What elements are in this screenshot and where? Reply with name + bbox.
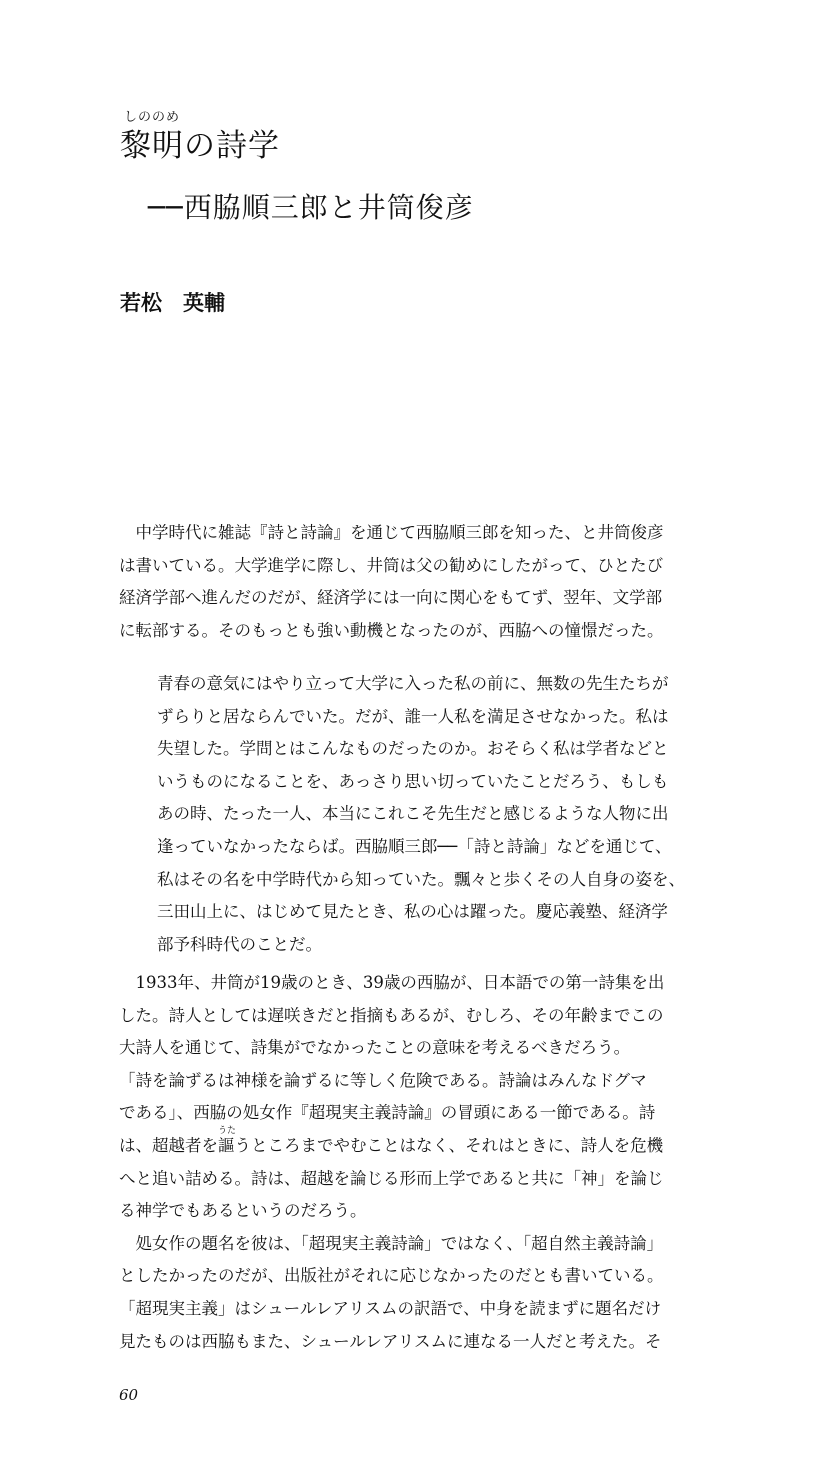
quote-line: ずらりと居ならんでいた。だが、誰一人私を満足させなかった。私は (157, 706, 669, 726)
quote-line: あの時、たった一人、本当にこれこそ先生だと感じるような人物に出 (157, 804, 669, 824)
text-line: 「超現実主義」はシュールレアリスムの訳語で、中身を読まずに題名だけ (119, 1298, 662, 1318)
text-line: である」、西脇の処女作『超現実主義詩論』の冒頭にある一節である。詩 (119, 1103, 656, 1123)
quote-line: 失望した。学問とはこんなものだったのか。おそらく私は学者などと (157, 739, 669, 759)
text-line: 大詩人を通じて、詩集がでなかったことの意味を考えるべきだろう。 (119, 1038, 631, 1058)
title-ruby: しののめ (124, 110, 181, 125)
text-line: としたかったのだが、出版社がそれに応じなかったのだとも書いている。 (119, 1266, 664, 1286)
text-line: 「詩を論ずるは神様を論ずるに等しく危険である。詩論はみんなドグマ (119, 1070, 647, 1090)
ruby-annotation: うた (218, 1125, 237, 1136)
ruby-base-text: 謳 (218, 1135, 235, 1155)
text-line: は書いている。大学進学に際し、井筒は父の勧めにしたがって、ひとたび (119, 555, 664, 575)
ruby-line-after: うところまでやむことはなく、それはときに、詩人を危機 (234, 1135, 664, 1155)
text-line: 1933年、井筒が19歳のとき、39歳の西脇が、日本語での第一詩集を出 (119, 973, 665, 992)
quote-line: 逢っていなかったならば。西脇順三郎──「詩と詩論」などを通じて、 (157, 836, 672, 856)
ruby-base (218, 1125, 237, 1155)
text-line: 処女作の題名を彼は、「超現実主義詩論」ではなく、「超自然主義詩論」 (119, 1233, 664, 1253)
text-line-with-ruby (119, 1125, 709, 1163)
quote-line: 部予科時代のことだ。 (157, 934, 322, 954)
text-line: へと追い詰める。詩は、超越を論じる形而上学であると共に「神」を論じ (119, 1168, 664, 1188)
text-line: 見たものは西脇もまた、シュールレアリスムに連なる一人だと考えた。そ (119, 1331, 662, 1351)
page-number: 60 (119, 1386, 139, 1404)
body-paragraph (119, 967, 709, 1358)
quote-line: 青春の意気にはやり立って大学に入った私の前に、無数の先生たちが (157, 674, 669, 693)
text-line: 中学時代に雑誌『詩と詩論』を通じて西脇順三郎を知った、と井筒俊彦 (119, 523, 664, 542)
title-block (120, 110, 720, 166)
text-line: した。詩人としては遅咲きだと指摘もあるが、むしろ、その年齢までこの (119, 1005, 664, 1025)
quote-line: 私はその名を中学時代から知っていた。飄々と歩くその人自身の姿を、 (157, 869, 685, 889)
page-subtitle: ──西脇順三郎と井筒俊彦 (148, 191, 474, 224)
intro-paragraph (119, 517, 709, 647)
quote-line: いうものになることを、あっさり思い切っていたことだろう、もしも (157, 771, 669, 791)
block-quote (157, 668, 709, 961)
author-name: 若松 英輔 (120, 290, 225, 315)
text-line: に転部する。そのもっとも強い動機となったのが、西脇への憧憬だった。 (119, 620, 664, 640)
text-line: る神学でもあるというのだろう。 (119, 1201, 367, 1221)
page-title: 黎明の詩学 (120, 128, 280, 164)
quote-line: 三田山上に、はじめて見たとき、私の心は躍った。慶応義塾、経済学 (157, 902, 668, 922)
text-line: 経済学部へ進んだのだが、経済学には一向に関心をもてず、翌年、文学部 (119, 588, 663, 608)
ruby-line-before: は、超越者を (119, 1135, 218, 1155)
